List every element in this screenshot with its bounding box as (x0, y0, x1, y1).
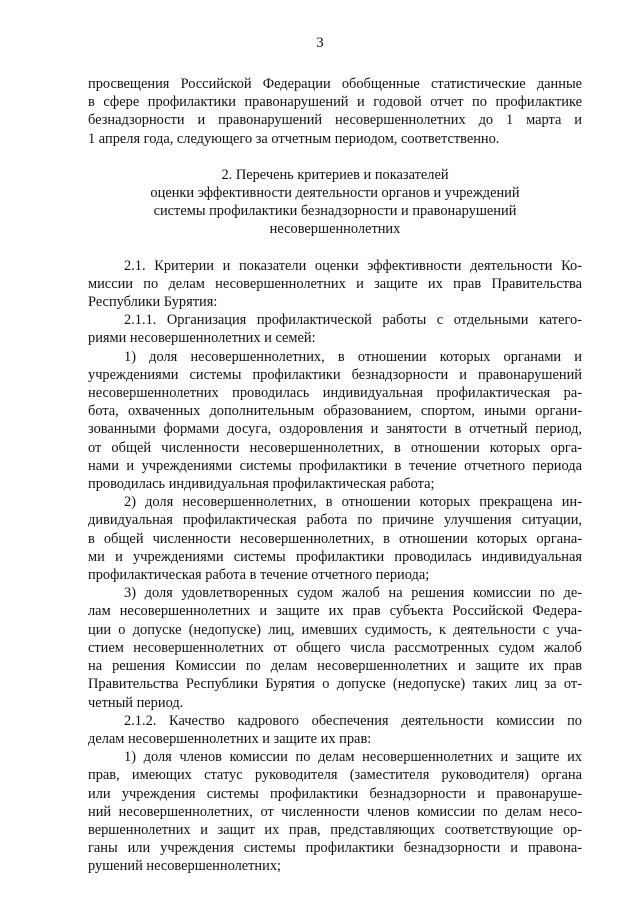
text-line: лам несовершеннолетних и защите их прав субъекта Российской Федера- (88, 603, 582, 620)
section-title-line: несовершеннолетних (269, 221, 401, 238)
text-line: ний несовершеннолетних, от численности членов комиссии по делам несо- (88, 803, 582, 820)
text-line: 1 апреля года, следующего за отчетным периодом, соответственно. (88, 130, 500, 147)
text-line: миссии по делам несовершеннолетних и защите их прав Правительства (88, 275, 582, 292)
text-line: в общей численности несовершеннолетних, в отношении которых органа- (88, 530, 582, 547)
text-line: 2.1.1. Организация профилактической работы с отдельными катего- (124, 312, 582, 329)
intro-paragraph (88, 75, 582, 148)
text-line: учреждениями системы профилактики безнадзорности и правонарушений (88, 366, 582, 383)
document-body (88, 75, 582, 876)
text-line: проводилась индивидуальная профилактическая работа; (88, 476, 435, 493)
text-line: на решения Комиссии по делам несовершеннолетних и защите их прав (88, 658, 582, 675)
text-line: вершеннолетних и защит их прав, представляющих соответствующие ор- (88, 821, 582, 838)
section-title-line: оценки эффективности деятельности органов и учреждений (150, 185, 520, 202)
text-line: 1) доля несовершеннолетних, в отношении которых органами и (124, 348, 582, 365)
section-body (88, 257, 582, 876)
section-title-line: 2. Перечень критериев и показателей (221, 166, 449, 183)
text-line: дивидуальная профилактическая работа по причине улучшения ситуации, (88, 512, 582, 529)
text-line: 2.1.2. Качество кадрового обеспечения деятельности комиссии по (124, 712, 582, 729)
text-line: или учреждения системы профилактики безнадзорности и правонаруше- (88, 785, 582, 802)
text-line: Правительства Республики Бурятия о допуске (недопуске) таких лиц за от- (88, 676, 582, 693)
text-line: стием несовершеннолетних от общего числа рассмотренных судом жалоб (88, 639, 582, 656)
page-number: 3 (316, 35, 324, 51)
text-line: 2.1. Критерии и показатели оценки эффективности деятельности Ко- (124, 257, 582, 274)
text-line: от общей численности несовершеннолетних, в отношении которых орга- (88, 439, 582, 456)
text-line: профилактическая работа в течение отчетного периода; (88, 567, 430, 584)
section-title (88, 166, 582, 239)
text-line: 2) доля несовершеннолетних, в отношении которых прекращена ин- (124, 494, 582, 511)
text-line: Республики Бурятия: (88, 294, 218, 311)
text-line: четный период. (88, 694, 184, 711)
section-title-line: системы профилактики безнадзорности и правонарушений (153, 203, 517, 220)
text-line: ции о допуске (недопуске) лиц, имевших судимость, к деятельности с уча- (88, 621, 582, 638)
text-line: риями несовершеннолетних и семей: (88, 330, 316, 347)
text-line: бота, охваченных дополнительным образованием, спортом, иными органи- (88, 403, 582, 420)
text-line: рушений несовершеннолетних; (88, 858, 282, 875)
text-line: 3) доля удовлетворенных судом жалоб на решения комиссии по де- (124, 585, 582, 602)
text-line: в сфере профилактики правонарушений и годовой отчет по профилактике (88, 94, 582, 111)
text-line: ми и учреждениями системы профилактики проводилась индивидуальная (88, 548, 582, 565)
text-line: 1) доля членов комиссии по делам несовершеннолетних и защите их (124, 749, 582, 766)
text-line: прав, имеющих статус руководителя (заместителя руководителя) органа (88, 767, 582, 784)
text-line: безнадзорности и правонарушений несовершеннолетних до 1 марта и (88, 112, 582, 129)
text-line: ганы или учреждения системы профилактики безнадзорности и правона- (88, 840, 582, 857)
text-line: делам несовершеннолетних и защите их прав: (88, 730, 372, 747)
text-line: просвещения Российской Федерации обобщенные статистические данные (88, 76, 582, 92)
text-line: несовершеннолетних проводилась индивидуальная профилактическая ра- (88, 385, 582, 402)
text-line: зованными формами досуга, оздоровления и занятости в отчетный период, (88, 421, 582, 438)
text-line: нами и учреждениями системы профилактики в течение отчетного периода (88, 457, 582, 474)
